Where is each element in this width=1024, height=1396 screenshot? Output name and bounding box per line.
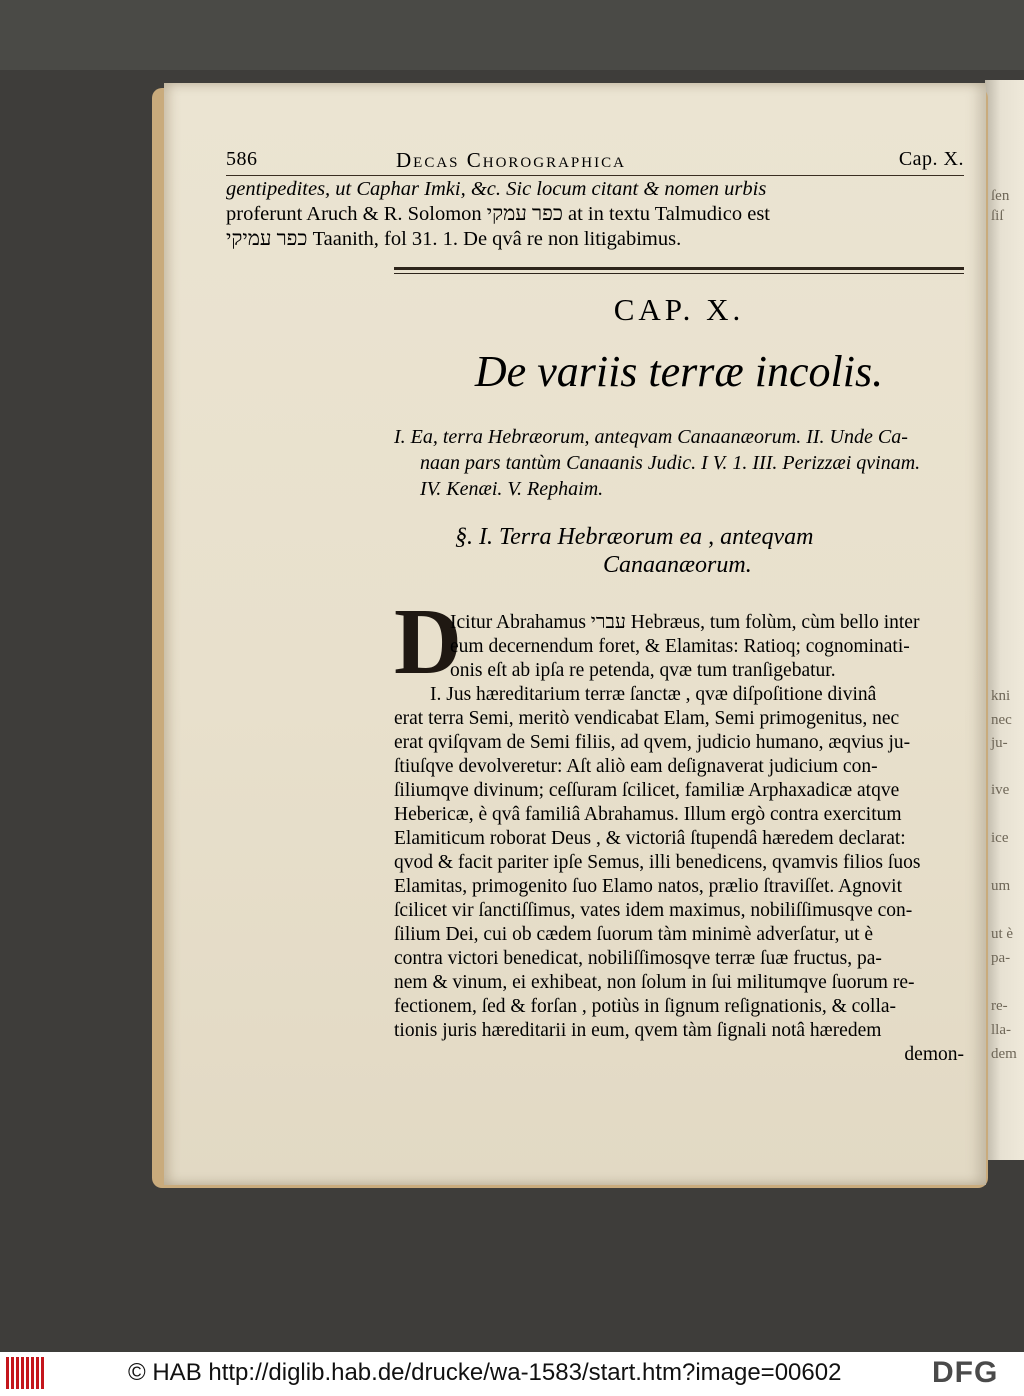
next-page-fragment: ice: [991, 830, 1009, 846]
next-page-fragment: ju-: [991, 735, 1008, 751]
body-line: onis eſt ab ipſa re petenda, qvæ tum tranſigebatur.: [450, 660, 836, 681]
barcode-icon: [6, 1357, 46, 1389]
summary-line: I. Ea, terra Hebræorum, anteqvam Canaanæorum. II. Unde Ca-: [394, 426, 908, 448]
next-page-fragment: ut è: [991, 926, 1014, 942]
drop-cap-initial: D: [394, 590, 462, 694]
body-line: ſtiuſqve devolveretur: Aſt aliò eam deſignaverat judicium con-: [394, 756, 878, 777]
note-line: כפר עמיקי Taanith, fol 31. 1. De qvâ re non litigabimus.: [226, 228, 682, 250]
running-chapter: Cap. X.: [898, 148, 964, 170]
adjacent-page-edge: [985, 80, 1024, 1160]
body-line: contra victori benedicat, nobiliſſimosqve terræ ſuæ fructus, pa-: [394, 948, 882, 969]
next-page-fragment: kni: [991, 688, 1011, 704]
section-rule-thin: [394, 273, 964, 274]
body-line: I. Jus hæreditarium terræ ſanctæ , qvæ diſpoſitione divinâ: [430, 684, 877, 705]
note-line: gentipedites, ut Caphar Imki, &c. Sic locum citant & nomen urbis: [226, 178, 767, 200]
running-title: Decas Chorographica: [396, 148, 626, 172]
body-line: nem & vinum, ei exhibeat, non ſolum in ſui militumqve ſuorum re-: [394, 972, 915, 993]
body-line: ſcilicet vir ſanctiſſimus, vates idem maximus, nobiliſſimusqve con-: [394, 900, 913, 921]
dfg-logo: DFG: [932, 1356, 999, 1389]
body-line: erat qviſqvam de Semi filiis, ad qvem, judicio humano, æqvius ju-: [394, 732, 911, 753]
summary-line: IV. Kenæi. V. Rephaim.: [420, 478, 604, 500]
next-page-fragment: pa-: [991, 950, 1011, 966]
note-line: proferunt Aruch & R. Solomon כפר עמקי at in textu Talmudico est: [226, 203, 770, 225]
next-page-fragment: ſiſ: [991, 208, 1004, 224]
body-line: ſiliumqve divinum; ceſſuram ſcilicet, familiæ Arphaxadicæ atqve: [394, 780, 900, 801]
next-page-fragment: re-: [991, 998, 1008, 1014]
section-rule: [394, 267, 964, 270]
body-line: erat terra Semi, meritò vendicabat Elam, Semi primogenitus, nec: [394, 708, 900, 729]
chapter-title: CAP. X.: [613, 292, 745, 327]
body-line: Elamitas, primogenito ſuo Elamo natos, prælio ſtraviſſet. Agnovit: [394, 876, 903, 897]
body-line: Elamiticum roborat Deus , & victoriâ ſtupendâ hæredem declarat:: [394, 828, 906, 849]
section-heading: §. I. Terra Hebræorum ea , anteqvam: [455, 524, 814, 550]
next-page-fragment: ſen: [991, 188, 1010, 204]
next-page-fragment: lla-: [991, 1022, 1011, 1038]
next-page-fragment: nec: [991, 712, 1012, 728]
running-head: [226, 148, 964, 174]
next-page-fragment: um: [991, 878, 1011, 894]
body-line: eum decernendum foret, & Elamitas: Ratioq; cognominati-: [450, 636, 910, 657]
section-heading-cont: Canaanæorum.: [603, 552, 752, 578]
catchword: demon-: [904, 1044, 964, 1065]
body-line: Hebericæ, è qvâ familiâ Abrahamus. Illum ergò contra exercitum: [394, 804, 902, 825]
body-line: fectionem, ſed & forſan , potiùs in ſignum reſignationis, & colla-: [394, 996, 897, 1017]
body-line: qvod & facit pariter ipſe Semus, illi benedicens, qvamvis filios ſuos: [394, 852, 921, 873]
next-page-fragment: ive: [991, 782, 1010, 798]
body-line: ſilium Dei, cui ob cædem ſuorum tàm minimè adverſatur, ut è: [394, 924, 874, 945]
scan-top-edge: [0, 0, 1024, 70]
copyright-link[interactable]: © HAB http://diglib.hab.de/drucke/wa-1583/start.htm?image=00602: [128, 1359, 842, 1386]
page-number: 586: [226, 148, 258, 170]
body-line: Icitur Abrahamus עברי Hebræus, tum folùm, cùm bello inter: [450, 612, 920, 633]
summary-line: naan pars tantùm Canaanis Judic. I V. 1. III. Perizzæi qvinam.: [420, 452, 921, 474]
next-page-fragment: dem: [991, 1046, 1017, 1062]
chapter-subtitle: De variis terræ incolis.: [474, 347, 884, 396]
body-line: tionis juris hæreditarii in eum, qvem tàm ſignali notâ hæredem: [394, 1020, 882, 1041]
